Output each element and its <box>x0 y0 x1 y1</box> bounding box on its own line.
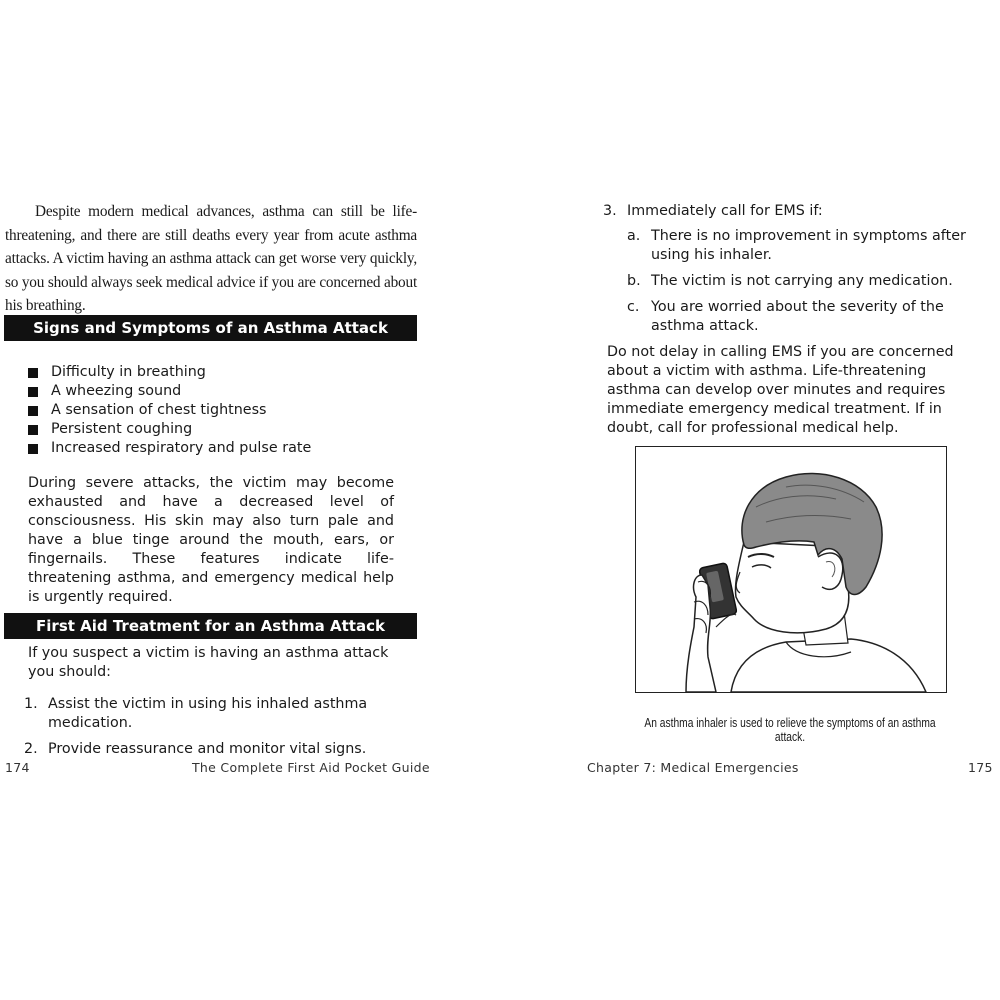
page-number-right: 175 <box>968 760 993 775</box>
list-item: Persistent coughing <box>28 420 408 439</box>
running-title: The Complete First Aid Pocket Guide <box>192 760 430 775</box>
ems-conditions <box>627 227 977 336</box>
right-page <box>500 0 1000 1000</box>
chapter-title: Chapter 7: Medical Emergencies <box>587 760 799 775</box>
bullet-square-icon <box>28 368 38 378</box>
section-heading-first-aid: First Aid Treatment for an Asthma Attack <box>4 613 417 639</box>
bullet-square-icon <box>28 387 38 397</box>
list-item: 3. Immediately call for EMS if: <box>603 203 823 219</box>
bullet-square-icon <box>28 425 38 435</box>
list-item: 1. Assist the victim in using his inhaled asthma medication. <box>24 696 368 731</box>
inhaler-illustration <box>635 446 947 693</box>
treatment-steps <box>24 695 404 759</box>
figure-caption: An asthma inhaler is used to relieve the symptoms of an asthma attack. <box>644 716 936 744</box>
treatment-intro: If you suspect a victim is having an asthma attack you should: <box>28 645 389 680</box>
section-heading-signs: Signs and Symptoms of an Asthma Attack <box>4 315 417 341</box>
warning-paragraph: Do not delay in calling EMS if you are concerned about a victim with asthma. Life-threatening asthma can develop over minutes and requires immediate emergency medical treatment. If in doubt, call for professional medical help. <box>607 344 954 436</box>
list-item: a. There is no improvement in symptoms after using his inhaler. <box>627 228 966 263</box>
boy-with-inhaler-image <box>636 447 946 692</box>
list-item: b. The victim is not carrying any medication. <box>627 273 953 289</box>
page-number-left: 174 <box>5 760 30 775</box>
symptom-list <box>28 363 408 458</box>
list-item: A wheezing sound <box>28 382 408 401</box>
intro-paragraph: Despite modern medical advances, asthma can still be life-threatening, and there are still deaths every year from acute asthma attacks. A victim having an asthma attack can get worse very quickly, so you should always seek medical advice if you are concerned about his breathing. <box>5 203 417 314</box>
list-item: A sensation of chest tightness <box>28 401 408 420</box>
list-item: c. You are worried about the severity of the asthma attack. <box>627 299 944 334</box>
ems-step <box>603 202 983 221</box>
severe-attack-paragraph: During severe attacks, the victim may become exhausted and have a decreased level of consciousness. His skin may also turn pale and have a blue tinge around the mouth, ears, or fingernails. These features indicate life-threatening asthma, and emergency medical help is urgently required. <box>28 475 394 605</box>
bullet-square-icon <box>28 444 38 454</box>
bullet-square-icon <box>28 406 38 416</box>
list-item: Increased respiratory and pulse rate <box>28 439 408 458</box>
list-item: Difficulty in breathing <box>28 363 408 382</box>
list-item: 2. Provide reassurance and monitor vital signs. <box>24 741 367 757</box>
